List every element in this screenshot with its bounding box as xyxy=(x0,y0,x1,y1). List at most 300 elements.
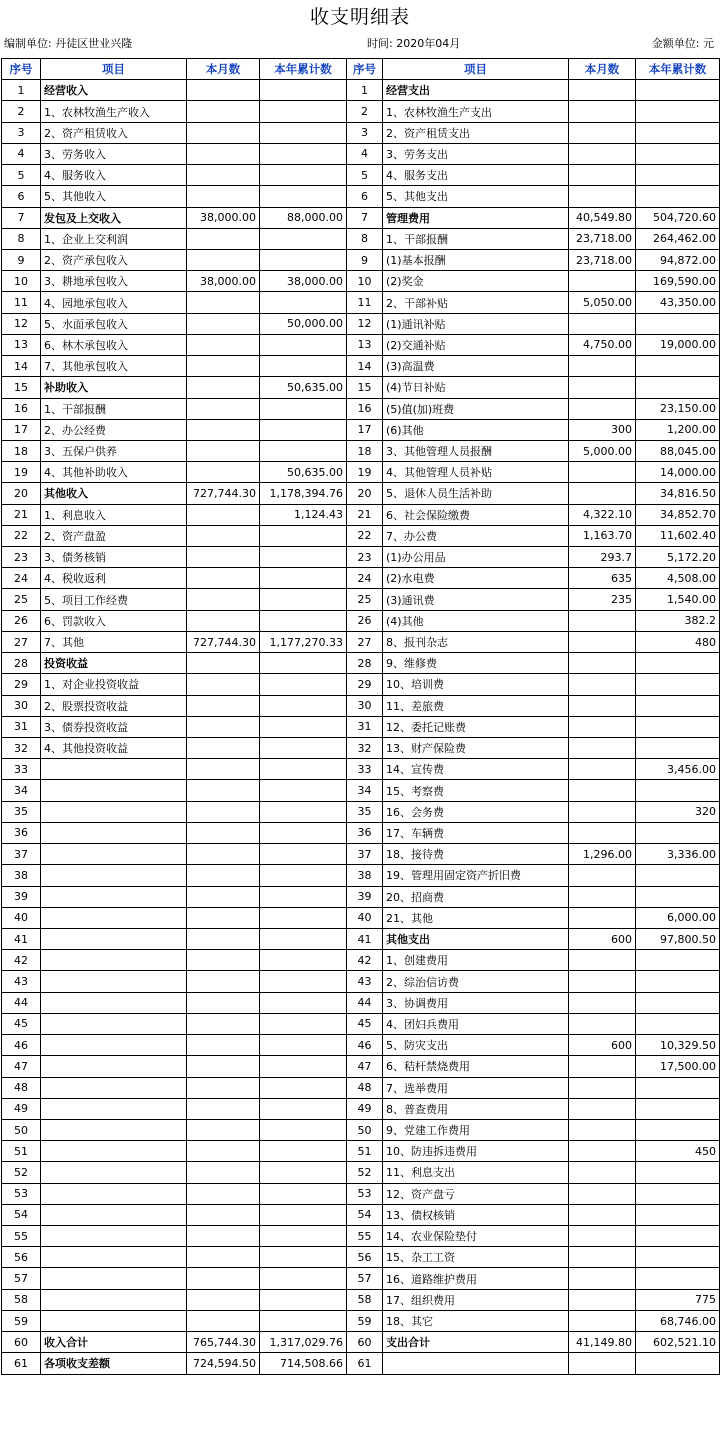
table-row xyxy=(2,165,720,186)
row-seq-expense: 37 xyxy=(347,844,383,865)
row-ytd-expense: 264,462.00 xyxy=(636,228,720,249)
row-month-expense xyxy=(569,186,636,207)
row-ytd-expense xyxy=(636,674,720,695)
row-ytd-expense xyxy=(636,1226,720,1247)
row-ytd-expense: 68,746.00 xyxy=(636,1310,720,1331)
row-seq-income: 26 xyxy=(2,610,41,631)
table-row xyxy=(2,483,720,504)
row-ytd-expense: 382.2 xyxy=(636,610,720,631)
row-ytd-income: 714,508.66 xyxy=(260,1353,347,1374)
row-seq-income: 35 xyxy=(2,801,41,822)
row-item-expense: 3、协调费用 xyxy=(383,992,569,1013)
row-month-income xyxy=(187,738,260,759)
row-month-expense xyxy=(569,1056,636,1077)
row-seq-expense: 23 xyxy=(347,547,383,568)
row-seq-expense: 46 xyxy=(347,1035,383,1056)
row-seq-expense: 39 xyxy=(347,886,383,907)
row-month-income xyxy=(187,589,260,610)
row-month-expense xyxy=(569,716,636,737)
row-ytd-expense: 88,045.00 xyxy=(636,440,720,461)
header-ytd-income: 本年累计数 xyxy=(260,59,347,80)
row-ytd-expense xyxy=(636,1353,720,1374)
row-item-expense: (5)值(加)班费 xyxy=(383,398,569,419)
row-month-income xyxy=(187,228,260,249)
row-item-income xyxy=(41,1162,187,1183)
table-row xyxy=(2,249,720,270)
row-seq-expense: 28 xyxy=(347,653,383,674)
row-ytd-income xyxy=(260,1098,347,1119)
row-month-income xyxy=(187,462,260,483)
row-seq-expense: 48 xyxy=(347,1077,383,1098)
row-item-income xyxy=(41,1056,187,1077)
row-item-income: 4、其他投资收益 xyxy=(41,738,187,759)
row-item-expense: 17、车辆费 xyxy=(383,822,569,843)
table-row xyxy=(2,462,720,483)
row-seq-expense: 43 xyxy=(347,971,383,992)
row-seq-expense: 54 xyxy=(347,1204,383,1225)
row-month-expense: 1,163.70 xyxy=(569,525,636,546)
row-ytd-income xyxy=(260,186,347,207)
row-month-income xyxy=(187,504,260,525)
row-ytd-expense: 3,456.00 xyxy=(636,759,720,780)
row-seq-expense: 18 xyxy=(347,440,383,461)
row-seq-expense: 35 xyxy=(347,801,383,822)
row-seq-income: 1 xyxy=(2,80,41,101)
table-row xyxy=(2,80,720,101)
row-item-income: 3、劳务收入 xyxy=(41,143,187,164)
row-month-income xyxy=(187,928,260,949)
row-ytd-expense: 504,720.60 xyxy=(636,207,720,228)
row-month-income xyxy=(187,122,260,143)
row-item-income xyxy=(41,1247,187,1268)
row-month-expense xyxy=(569,1289,636,1310)
row-item-expense: (6)其他 xyxy=(383,419,569,440)
row-month-expense xyxy=(569,1119,636,1140)
row-month-income xyxy=(187,377,260,398)
row-seq-expense: 13 xyxy=(347,334,383,355)
table-row xyxy=(2,207,720,228)
table-row xyxy=(2,1056,720,1077)
row-item-expense: 12、资产盘亏 xyxy=(383,1183,569,1204)
row-month-expense xyxy=(569,886,636,907)
row-seq-income: 33 xyxy=(2,759,41,780)
row-month-income xyxy=(187,674,260,695)
row-seq-expense: 44 xyxy=(347,992,383,1013)
row-item-income xyxy=(41,844,187,865)
row-ytd-income: 50,000.00 xyxy=(260,313,347,334)
row-item-expense: 2、干部补贴 xyxy=(383,292,569,313)
row-ytd-income xyxy=(260,844,347,865)
row-seq-income: 40 xyxy=(2,907,41,928)
table-row xyxy=(2,504,720,525)
row-month-income xyxy=(187,1013,260,1034)
row-item-expense: (1)办公用品 xyxy=(383,547,569,568)
row-item-income: 1、干部报酬 xyxy=(41,398,187,419)
row-month-income xyxy=(187,822,260,843)
row-item-expense: (2)奖金 xyxy=(383,271,569,292)
row-month-expense: 23,718.00 xyxy=(569,249,636,270)
row-month-expense xyxy=(569,1098,636,1119)
row-item-expense: (4)节日补贴 xyxy=(383,377,569,398)
row-month-income xyxy=(187,313,260,334)
row-item-expense: 4、服务支出 xyxy=(383,165,569,186)
row-seq-income: 54 xyxy=(2,1204,41,1225)
row-item-income: 3、债券投资收益 xyxy=(41,716,187,737)
row-item-income xyxy=(41,886,187,907)
row-seq-expense: 51 xyxy=(347,1141,383,1162)
row-ytd-expense: 775 xyxy=(636,1289,720,1310)
row-month-income xyxy=(187,1141,260,1162)
row-seq-expense: 33 xyxy=(347,759,383,780)
table-row xyxy=(2,928,720,949)
row-month-expense xyxy=(569,313,636,334)
row-item-income: 7、其他承包收入 xyxy=(41,356,187,377)
row-ytd-expense: 97,800.50 xyxy=(636,928,720,949)
row-seq-income: 11 xyxy=(2,292,41,313)
row-month-income xyxy=(187,886,260,907)
row-ytd-income xyxy=(260,80,347,101)
row-ytd-expense xyxy=(636,101,720,122)
table-row xyxy=(2,653,720,674)
row-ytd-income xyxy=(260,1056,347,1077)
row-item-expense: 4、团妇兵费用 xyxy=(383,1013,569,1034)
row-seq-expense: 29 xyxy=(347,674,383,695)
row-seq-income: 27 xyxy=(2,631,41,652)
row-seq-income: 14 xyxy=(2,356,41,377)
row-item-income xyxy=(41,1226,187,1247)
row-month-expense xyxy=(569,1183,636,1204)
row-ytd-income xyxy=(260,610,347,631)
row-month-income xyxy=(187,143,260,164)
row-month-income xyxy=(187,780,260,801)
row-item-expense: 15、杂工工资 xyxy=(383,1247,569,1268)
row-item-expense: (1)通讯补贴 xyxy=(383,313,569,334)
row-seq-expense: 21 xyxy=(347,504,383,525)
row-ytd-income xyxy=(260,1268,347,1289)
table-row xyxy=(2,716,720,737)
row-ytd-expense: 19,000.00 xyxy=(636,334,720,355)
row-ytd-expense xyxy=(636,356,720,377)
report-period: 时间: 2020年04月 xyxy=(367,37,461,50)
table-row xyxy=(2,1332,720,1353)
row-seq-expense: 61 xyxy=(347,1353,383,1374)
table-row xyxy=(2,1119,720,1140)
row-seq-income: 53 xyxy=(2,1183,41,1204)
row-ytd-income xyxy=(260,950,347,971)
row-ytd-income: 38,000.00 xyxy=(260,271,347,292)
row-month-income xyxy=(187,1183,260,1204)
row-item-income: 6、罚款收入 xyxy=(41,610,187,631)
row-ytd-income xyxy=(260,1035,347,1056)
row-ytd-income xyxy=(260,228,347,249)
row-ytd-expense xyxy=(636,971,720,992)
row-ytd-expense xyxy=(636,377,720,398)
row-ytd-income xyxy=(260,1162,347,1183)
row-ytd-expense: 1,200.00 xyxy=(636,419,720,440)
row-month-expense xyxy=(569,1268,636,1289)
row-seq-expense: 22 xyxy=(347,525,383,546)
table-row xyxy=(2,738,720,759)
row-seq-income: 56 xyxy=(2,1247,41,1268)
row-item-income xyxy=(41,1035,187,1056)
row-item-income xyxy=(41,1268,187,1289)
row-ytd-expense xyxy=(636,1183,720,1204)
row-seq-income: 30 xyxy=(2,695,41,716)
header-item-income: 项目 xyxy=(41,59,187,80)
row-seq-income: 51 xyxy=(2,1141,41,1162)
row-item-expense: 11、差旅费 xyxy=(383,695,569,716)
table-row xyxy=(2,1183,720,1204)
row-item-income xyxy=(41,950,187,971)
row-item-income xyxy=(41,1077,187,1098)
row-month-expense xyxy=(569,653,636,674)
row-month-expense xyxy=(569,1077,636,1098)
row-ytd-expense xyxy=(636,122,720,143)
row-ytd-expense xyxy=(636,1204,720,1225)
row-ytd-income xyxy=(260,1247,347,1268)
row-ytd-expense: 1,540.00 xyxy=(636,589,720,610)
row-seq-income: 41 xyxy=(2,928,41,949)
row-ytd-income xyxy=(260,1310,347,1331)
row-item-income xyxy=(41,1204,187,1225)
row-ytd-expense: 10,329.50 xyxy=(636,1035,720,1056)
row-ytd-income: 88,000.00 xyxy=(260,207,347,228)
row-item-expense: 10、防违拆违费用 xyxy=(383,1141,569,1162)
row-month-income xyxy=(187,419,260,440)
row-ytd-expense xyxy=(636,653,720,674)
row-ytd-income xyxy=(260,1141,347,1162)
table-row xyxy=(2,1035,720,1056)
row-month-expense xyxy=(569,1013,636,1034)
row-item-expense: 5、其他支出 xyxy=(383,186,569,207)
row-ytd-expense xyxy=(636,695,720,716)
row-seq-income: 31 xyxy=(2,716,41,737)
row-item-expense: 1、农林牧渔生产支出 xyxy=(383,101,569,122)
row-seq-expense: 8 xyxy=(347,228,383,249)
row-seq-income: 44 xyxy=(2,992,41,1013)
row-ytd-income xyxy=(260,356,347,377)
row-item-income xyxy=(41,992,187,1013)
row-item-expense: 3、其他管理人员报酬 xyxy=(383,440,569,461)
row-month-expense: 23,718.00 xyxy=(569,228,636,249)
table-row xyxy=(2,101,720,122)
table-row xyxy=(2,440,720,461)
row-seq-income: 19 xyxy=(2,462,41,483)
row-item-income: 补助收入 xyxy=(41,377,187,398)
table-body xyxy=(2,80,720,1374)
row-ytd-income xyxy=(260,801,347,822)
row-month-expense: 635 xyxy=(569,568,636,589)
row-month-income xyxy=(187,1310,260,1331)
row-item-expense: (3)通讯费 xyxy=(383,589,569,610)
row-seq-income: 60 xyxy=(2,1332,41,1353)
row-item-income: 5、项目工作经费 xyxy=(41,589,187,610)
table-row xyxy=(2,122,720,143)
row-item-expense: 管理费用 xyxy=(383,207,569,228)
table-row xyxy=(2,377,720,398)
row-month-income: 727,744.30 xyxy=(187,483,260,504)
row-month-income xyxy=(187,249,260,270)
row-item-income: 收入合计 xyxy=(41,1332,187,1353)
row-item-expense: 8、报刊杂志 xyxy=(383,631,569,652)
row-seq-expense: 5 xyxy=(347,165,383,186)
row-item-income: 1、利息收入 xyxy=(41,504,187,525)
table-row xyxy=(2,1226,720,1247)
table-row xyxy=(2,589,720,610)
table-row xyxy=(2,525,720,546)
row-item-income: 经营收入 xyxy=(41,80,187,101)
row-month-expense: 40,549.80 xyxy=(569,207,636,228)
row-month-expense: 4,322.10 xyxy=(569,504,636,525)
row-ytd-expense: 6,000.00 xyxy=(636,907,720,928)
row-item-expense: 6、秸杆禁烧费用 xyxy=(383,1056,569,1077)
row-seq-expense: 24 xyxy=(347,568,383,589)
row-item-expense: 20、招商费 xyxy=(383,886,569,907)
row-ytd-expense: 3,336.00 xyxy=(636,844,720,865)
row-month-income: 38,000.00 xyxy=(187,271,260,292)
row-item-expense: 14、宣传费 xyxy=(383,759,569,780)
row-item-income: 1、对企业投资收益 xyxy=(41,674,187,695)
row-month-income xyxy=(187,547,260,568)
row-seq-income: 18 xyxy=(2,440,41,461)
row-month-income xyxy=(187,165,260,186)
row-month-income: 724,594.50 xyxy=(187,1353,260,1374)
row-item-expense: 14、农业保险垫付 xyxy=(383,1226,569,1247)
table-row xyxy=(2,1268,720,1289)
row-seq-expense: 15 xyxy=(347,377,383,398)
row-seq-income: 21 xyxy=(2,504,41,525)
row-month-expense: 600 xyxy=(569,928,636,949)
row-item-income: 其他收入 xyxy=(41,483,187,504)
row-seq-expense: 2 xyxy=(347,101,383,122)
row-seq-expense: 56 xyxy=(347,1247,383,1268)
row-month-income xyxy=(187,801,260,822)
table-row xyxy=(2,1353,720,1374)
row-seq-expense: 10 xyxy=(347,271,383,292)
row-ytd-expense xyxy=(636,780,720,801)
row-item-income: 6、林木承包收入 xyxy=(41,334,187,355)
row-month-expense xyxy=(569,1226,636,1247)
row-month-income xyxy=(187,1098,260,1119)
row-item-income: 发包及上交收入 xyxy=(41,207,187,228)
row-ytd-income xyxy=(260,1077,347,1098)
row-item-income: 3、债务核销 xyxy=(41,547,187,568)
row-ytd-expense: 11,602.40 xyxy=(636,525,720,546)
row-ytd-expense: 34,816.50 xyxy=(636,483,720,504)
row-ytd-expense: 480 xyxy=(636,631,720,652)
row-month-income xyxy=(187,1077,260,1098)
row-month-income xyxy=(187,653,260,674)
table-row xyxy=(2,356,720,377)
row-seq-expense: 7 xyxy=(347,207,383,228)
row-ytd-income xyxy=(260,886,347,907)
table-row xyxy=(2,674,720,695)
income-expense-table xyxy=(1,58,720,1375)
header-month-expense: 本月数 xyxy=(569,59,636,80)
row-ytd-expense: 320 xyxy=(636,801,720,822)
row-seq-income: 10 xyxy=(2,271,41,292)
row-month-income xyxy=(187,186,260,207)
row-month-expense xyxy=(569,1247,636,1268)
row-item-income xyxy=(41,907,187,928)
table-row xyxy=(2,1310,720,1331)
row-month-expense: 235 xyxy=(569,589,636,610)
row-item-expense: 13、财产保险费 xyxy=(383,738,569,759)
row-month-expense xyxy=(569,801,636,822)
table-row xyxy=(2,886,720,907)
row-ytd-income xyxy=(260,398,347,419)
row-month-income xyxy=(187,844,260,865)
row-item-income: 投资收益 xyxy=(41,653,187,674)
row-seq-expense: 12 xyxy=(347,313,383,334)
row-item-expense: 16、道路维护费用 xyxy=(383,1268,569,1289)
row-seq-expense: 25 xyxy=(347,589,383,610)
table-row xyxy=(2,271,720,292)
row-month-expense xyxy=(569,356,636,377)
row-month-expense xyxy=(569,674,636,695)
row-ytd-expense xyxy=(636,143,720,164)
row-ytd-income xyxy=(260,292,347,313)
row-seq-income: 59 xyxy=(2,1310,41,1331)
organization-unit: 编制单位: 丹徒区世业兴隆 xyxy=(4,37,133,50)
row-seq-expense: 6 xyxy=(347,186,383,207)
row-seq-expense: 36 xyxy=(347,822,383,843)
row-item-expense: 21、其他 xyxy=(383,907,569,928)
row-month-income xyxy=(187,334,260,355)
row-ytd-income xyxy=(260,1119,347,1140)
row-month-income xyxy=(187,992,260,1013)
table-row xyxy=(2,865,720,886)
row-ytd-expense: 602,521.10 xyxy=(636,1332,720,1353)
row-seq-income: 38 xyxy=(2,865,41,886)
row-month-expense xyxy=(569,865,636,886)
row-seq-expense: 50 xyxy=(347,1119,383,1140)
row-ytd-income: 1,124.43 xyxy=(260,504,347,525)
row-item-expense: 18、接待费 xyxy=(383,844,569,865)
table-row xyxy=(2,143,720,164)
row-seq-expense: 14 xyxy=(347,356,383,377)
row-ytd-income xyxy=(260,1013,347,1034)
header-seq-expense: 序号 xyxy=(347,59,383,80)
row-item-expense: 5、防灾支出 xyxy=(383,1035,569,1056)
row-item-income: 1、企业上交利润 xyxy=(41,228,187,249)
row-item-expense: 11、利息支出 xyxy=(383,1162,569,1183)
row-item-expense: 经营支出 xyxy=(383,80,569,101)
row-month-expense: 5,050.00 xyxy=(569,292,636,313)
row-month-income xyxy=(187,1247,260,1268)
row-ytd-income xyxy=(260,334,347,355)
row-item-income: 2、资产租赁收入 xyxy=(41,122,187,143)
row-ytd-expense xyxy=(636,950,720,971)
table-row xyxy=(2,610,720,631)
row-month-expense xyxy=(569,101,636,122)
row-item-expense: 17、组织费用 xyxy=(383,1289,569,1310)
row-ytd-income xyxy=(260,419,347,440)
row-item-income: 1、农林牧渔生产收入 xyxy=(41,101,187,122)
row-ytd-income xyxy=(260,992,347,1013)
row-seq-income: 61 xyxy=(2,1353,41,1374)
table-row xyxy=(2,1013,720,1034)
row-item-income xyxy=(41,759,187,780)
row-seq-income: 46 xyxy=(2,1035,41,1056)
row-item-expense: 13、债权核销 xyxy=(383,1204,569,1225)
row-seq-income: 32 xyxy=(2,738,41,759)
row-item-expense: (2)交通补贴 xyxy=(383,334,569,355)
row-month-income xyxy=(187,1119,260,1140)
row-ytd-income xyxy=(260,695,347,716)
header-seq-income: 序号 xyxy=(2,59,41,80)
row-ytd-income xyxy=(260,1204,347,1225)
